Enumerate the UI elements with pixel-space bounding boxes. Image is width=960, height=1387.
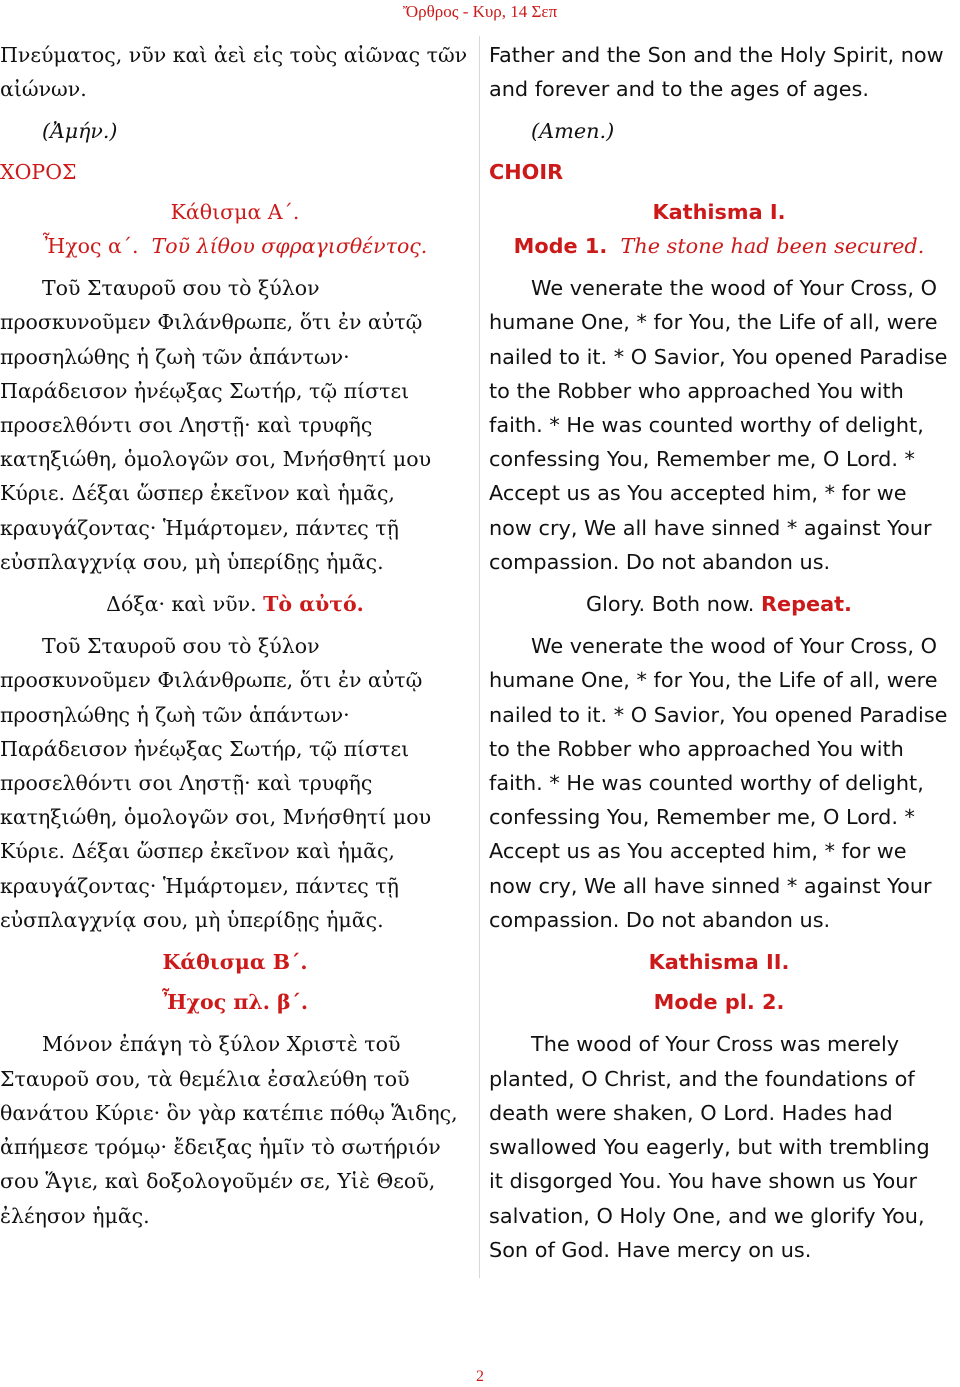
greek-choir-label: ΧΟΡΟΣ (0, 159, 77, 184)
greek-hymn1-part2: Δέξαι ὥσπερ ἐκεῖνον καὶ ἡμᾶς, κραυγάζοντας· Ἡμάρτομεν, πάντες τῇ εὐσπλαγχνίᾳ σου, μὴ ὑπερίδῃς ἡμᾶς. (0, 481, 399, 574)
running-header: Ὄρθρος - Κυρ, 14 Σεπ (402, 2, 558, 21)
greek-column (0, 38, 470, 1233)
english-column (489, 38, 949, 1267)
greek-kathisma1-melody: Τοῦ λίθου σφραγισθέντος. (151, 234, 428, 259)
greek-hymn1-part1: Τοῦ Σταυροῦ σου τὸ ξύλον προσκυνοῦμεν Φιλάνθρωπε, ὅτι ἐν αὐτῷ προσηλώθης ἡ ζωὴ τῶν ἁπάντων· Παράδεισον ἠνέῳξας Σωτήρ, τῷ πίστει προσελθόντι σοι Ληστῇ· καὶ τρυφῆς κατηξιώθη, ὁμολογῶν σοι, Μνήσθητί μου Κύριε. (0, 276, 432, 506)
greek-hymn2: Μόνον ἐπάγη τὸ ξύλον Χριστὲ τοῦ Σταυροῦ σου, τὰ θεμέλια ἐσαλεύθη τοῦ θανάτου Κύριε· ὃν γὰρ κατέπιε πόθῳ Ἅιδης, ἀπήμεσε τρόμῳ· ἔδειξας ἡμῖν τὸ σωτήριόν σου Ἅγιε, καὶ δοξολογοῦμέν σε, Υἱὲ Θεοῦ, ἐλέησον ἡμᾶς. (0, 1032, 458, 1228)
english-amen: (Amen.) (531, 119, 615, 144)
greek-hymn1 (0, 271, 470, 579)
english-kathisma2-mode: Mode pl. 2. (653, 990, 785, 1015)
english-hymn1: We venerate the wood of Your Cross, O humane One, * for You, the Life of all, were nailed to it. * O Savior, You opened Paradise to the Robber who approached You with faith. * He was counted worthy of delight, confessing You, Remember me, O Lord. * Accept us as You accepted him, * for we now cry, We all have sinned * against Your compassion. Do not abandon us. (489, 276, 948, 574)
greek-hymn1-repeat-part1: Τοῦ Σταυροῦ σου τὸ ξύλον προσκυνοῦμεν Φιλάνθρωπε, ὅτι ἐν αὐτῷ προσηλώθης ἡ ζωὴ τῶν ἁπάντων· Παράδεισον ἠνέῳξας Σωτήρ, τῷ πίστει προσελθόντι σοι Ληστῇ· καὶ τρυφῆς κατηξιώθη, ὁμολογῶν σοι, Μνήσθητί μου Κύριε. (0, 634, 432, 864)
page-number: 2 (476, 1368, 484, 1385)
greek-glory-line (0, 587, 470, 621)
english-kathisma1-melody: The stone had been secured. (620, 234, 925, 259)
english-doxology-end: Father and the Son and the Holy Spirit, now and forever and to the ages of ages. (489, 43, 944, 102)
english-glory-line (489, 587, 949, 621)
greek-repeat: Τὸ αὐτό. (263, 592, 364, 617)
english-choir-label: CHOIR (489, 159, 564, 184)
english-kathisma1-mode: Mode 1. (513, 234, 608, 259)
english-kathisma1-title: Kathisma I. (652, 199, 786, 224)
greek-hymn1-repeat-part2: Δέξαι ὥσπερ ἐκεῖνον καὶ ἡμᾶς, κραυγάζοντας· Ἡμάρτομεν, πάντες τῇ εὐσπλαγχνίᾳ σου, μὴ ὑπερίδῃς ἡμᾶς. (0, 839, 399, 932)
greek-kathisma2-mode: Ἦχος πλ. β´. (162, 990, 308, 1015)
english-hymn1-repeat: We venerate the wood of Your Cross, O humane One, * for You, the Life of all, were nailed to it. * O Savior, You opened Paradise to the Robber who approached You with faith. * He was counted worthy of delight, confessing You, Remember me, O Lord. * Accept us as You accepted him, * for we now cry, We all have sinned * against Your compassion. Do not abandon us. (489, 634, 948, 932)
greek-doxology-end: Πνεύματος, νῦν καὶ ἀεὶ εἰς τοὺς αἰῶνας τῶν αἰώνων. (0, 43, 468, 102)
english-hymn2: The wood of Your Cross was merely planted, O Christ, and the foundations of death were shaken, O Lord. Hades had swallowed You eagerly, but with trembling it disgorged You. You have shown us Your salvation, O Holy One, and we glorify You, Son of God. Have mercy on us. (489, 1032, 930, 1262)
greek-hymn1-repeat (0, 629, 470, 937)
greek-glory: Δόξα· καὶ νῦν. (106, 592, 257, 617)
greek-amen: (Ἀμήν.) (42, 119, 118, 144)
greek-kathisma1-title: Κάθισμα Α´. (170, 199, 300, 224)
greek-kathisma2-title: Κάθισμα Β´. (162, 950, 308, 975)
english-glory: Glory. Both now. (586, 592, 755, 617)
english-repeat: Repeat. (760, 592, 852, 617)
greek-kathisma1-tone (0, 229, 470, 263)
greek-kathisma1-mode: Ἦχος α´. (42, 234, 139, 259)
column-divider (479, 36, 480, 1278)
english-kathisma1-tone (489, 229, 949, 263)
english-kathisma2-title: Kathisma II. (648, 950, 790, 975)
